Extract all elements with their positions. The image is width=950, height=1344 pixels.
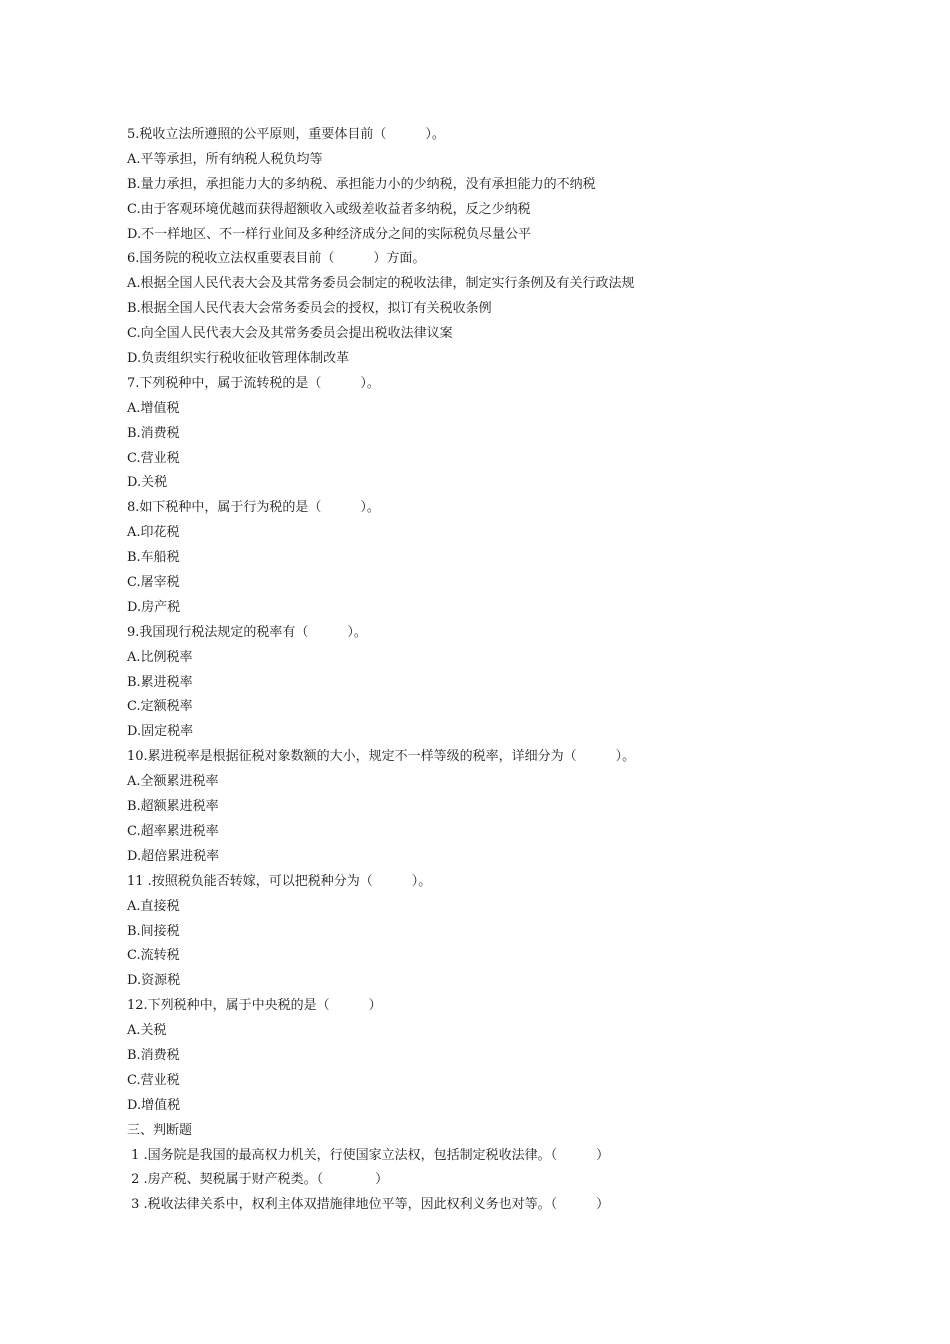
option-line: D.关税 [127,475,168,491]
option-line: B.累进税率 [127,674,193,690]
section-heading: 三、判断题 [127,1122,193,1138]
question-line: 2 .房产税、契税属于财产税类。（ ） [127,1172,389,1188]
option-line: D.负责组织实行税收征收管理体制改革 [127,351,350,367]
question-line: 10.累进税率是根据征税对象数额的大小，规定不一样等级的税率，详细分为（ ）。 [127,749,636,765]
option-line: A.印花税 [127,525,180,541]
option-line: C.超率累进税率 [127,823,219,839]
option-line: A.增值税 [127,400,180,416]
option-line: C.由于客观环境优越而获得超额收入或级差收益者多纳税，反之少纳税 [127,201,531,217]
document-body [127,123,827,1218]
question-line: 7.下列税种中，属于流转税的是（ ）。 [127,375,380,391]
question-line: 3 .税收法律关系中，权利主体双措施律地位平等，因此权利义务也对等。（ ） [127,1197,610,1213]
option-line: B.消费税 [127,1047,180,1063]
option-line: C.屠宰税 [127,575,180,591]
question-line: 6.国务院的税收立法权重要表目前（ ）方面。 [127,251,426,267]
option-line: A.直接税 [127,898,180,914]
option-line: B.车船税 [127,550,180,566]
option-line: C.营业税 [127,450,180,466]
option-line: D.资源税 [127,973,181,989]
question-line: 9.我国现行税法规定的税率有（ ）。 [127,624,367,640]
question-line: 1 .国务院是我国的最高权力机关，行使国家立法权，包括制定税收法律。（ ） [127,1147,610,1163]
option-line: B.间接税 [127,923,180,939]
question-line: 5.税收立法所遵照的公平原则，重要体目前（ ）。 [127,127,445,142]
question-line: 11 .按照税负能否转嫁，可以把税种分为（ ）。 [127,873,432,889]
option-line: C.向全国人民代表大会及其常务委员会提出税收法律议案 [127,326,453,342]
question-line: 12.下列税种中，属于中央税的是（ ） [127,998,382,1014]
option-line: B.超额累进税率 [127,799,219,815]
option-line: B.消费税 [127,425,180,441]
option-line: B.量力承担，承担能力大的多纳税、承担能力小的少纳税，没有承担能力的不纳税 [127,176,596,192]
option-line: A.比例税率 [127,649,193,665]
option-line: B.根据全国人民代表大会常务委员会的授权，拟订有关税收条例 [127,301,492,317]
option-line: D.房产税 [127,599,181,615]
option-line: C.营业税 [127,1072,180,1088]
option-line: A.根据全国人民代表大会及其常务委员会制定的税收法律，制定实行条例及有关行政法规 [127,276,635,292]
option-line: A.平等承担，所有纳税人税负均等 [127,151,323,167]
option-line: C.流转税 [127,948,180,964]
option-line: C.定额税率 [127,699,193,715]
option-line: D.增值税 [127,1097,181,1113]
question-line: 8.如下税种中，属于行为税的是（ ）。 [127,500,380,516]
option-line: A.全额累进税率 [127,774,219,790]
option-line: A.关税 [127,1023,167,1039]
option-line: D.不一样地区、不一样行业间及多种经济成分之间的实际税负尽量公平 [127,226,532,242]
option-line: D.超倍累进税率 [127,848,220,864]
option-line: D.固定税率 [127,724,194,740]
